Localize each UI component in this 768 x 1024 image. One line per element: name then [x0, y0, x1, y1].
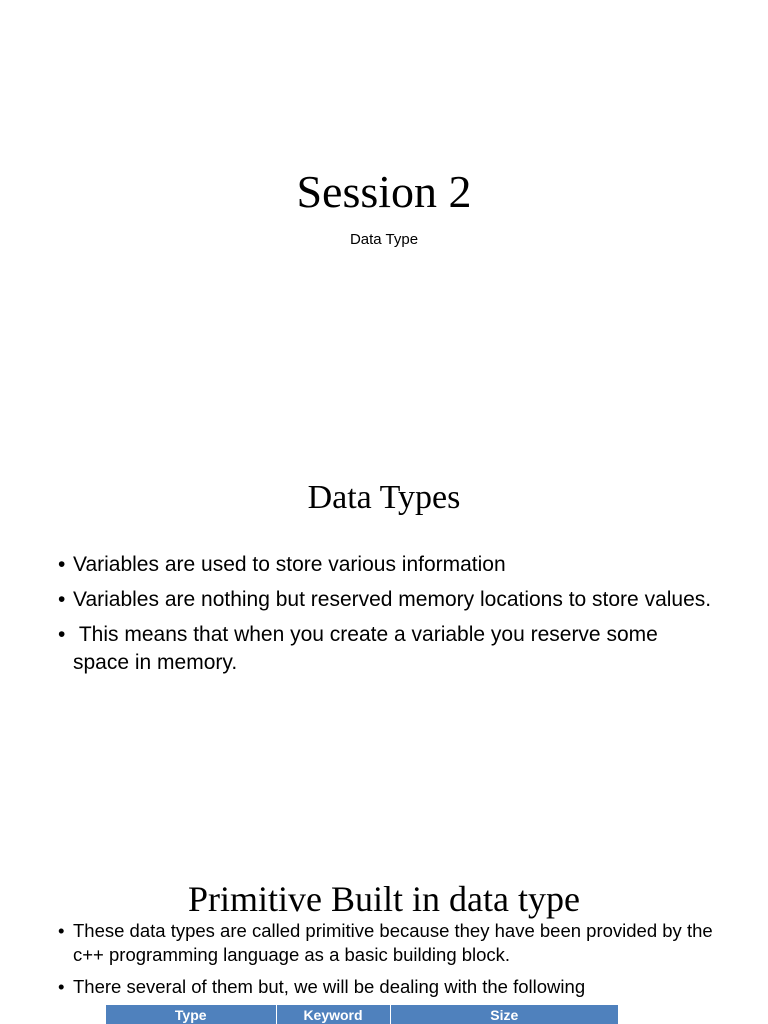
slide-title: Session 2: [296, 166, 472, 217]
bullet-icon: •: [58, 588, 66, 611]
slide-session-2: [0, 0, 768, 410]
bullet-list: [58, 919, 718, 1007]
slide-data-types: [0, 410, 768, 820]
bullet-item: [58, 621, 718, 677]
bullet-text: This means that when you create a variable you reserve some space in memory.: [73, 623, 664, 674]
bullet-text: These data types are called primitive because they have been provided by the c++ programming language as a basic building block.: [73, 920, 713, 965]
bullet-icon: •: [58, 920, 65, 941]
bullet-item: [58, 551, 718, 579]
bullet-item: [58, 586, 718, 614]
bullet-text: There several of them but, we will be dealing with the following: [73, 976, 586, 997]
table-header-row: [106, 1005, 618, 1024]
slide-primitive-types: [0, 820, 768, 1024]
bullet-icon: •: [58, 623, 66, 646]
bullet-text: Variables are used to store various information: [73, 553, 506, 576]
bullet-item: [58, 919, 718, 967]
slide-title: Data Types: [307, 479, 461, 516]
bullet-icon: •: [58, 553, 66, 576]
bullet-text: Variables are nothing but reserved memory locations to store values.: [73, 588, 712, 611]
column-header-type: Type: [106, 1005, 276, 1024]
column-header-keyword: Keyword: [276, 1005, 390, 1024]
bullet-icon: •: [58, 976, 65, 997]
slide-subtitle: Data Type: [349, 231, 419, 248]
bullet-item: [58, 975, 718, 999]
column-header-size: Size: [390, 1005, 618, 1024]
data-type-table: [106, 1005, 618, 1024]
bullet-list: [58, 551, 718, 684]
slide-title: Primitive Built in data type: [188, 879, 580, 919]
